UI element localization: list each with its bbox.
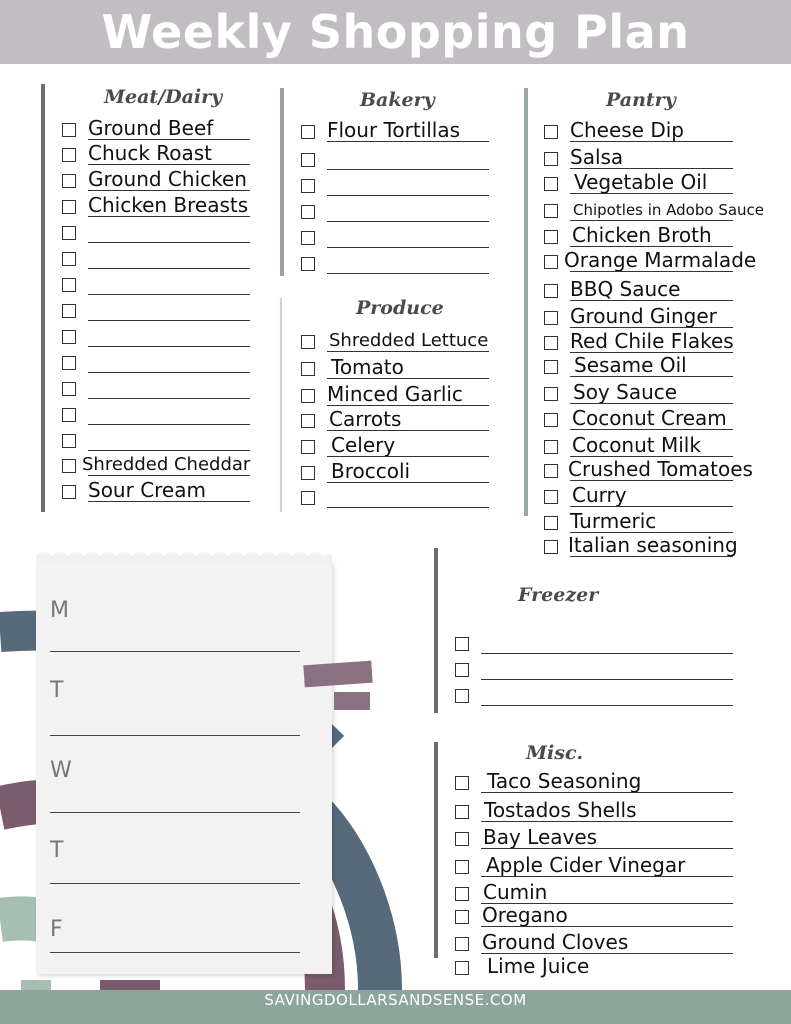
item-line <box>88 190 250 191</box>
meat-item[interactable] <box>62 429 282 455</box>
checkbox[interactable] <box>301 491 315 505</box>
item-line <box>570 429 733 430</box>
checkbox[interactable] <box>62 485 76 499</box>
item-label: Cheese Dip <box>570 118 684 142</box>
meat-item[interactable] <box>62 143 282 169</box>
day-line <box>50 883 300 884</box>
item-line <box>327 169 489 170</box>
misc-item[interactable] <box>455 800 745 826</box>
meat-item[interactable] <box>62 247 282 273</box>
meat-item[interactable] <box>62 221 282 247</box>
item-line <box>481 848 733 849</box>
checkbox[interactable] <box>62 123 76 137</box>
checkbox[interactable] <box>455 637 469 651</box>
pantry-item[interactable] <box>544 120 789 146</box>
item-label: Ground Chicken <box>88 167 247 191</box>
item-line <box>88 164 250 165</box>
item-line <box>327 482 489 483</box>
pantry-item[interactable] <box>544 459 789 485</box>
checkbox[interactable] <box>544 204 558 218</box>
footer-url[interactable]: SAVINGDOLLARSANDSENSE.COM <box>264 991 527 1009</box>
checkbox[interactable] <box>544 516 558 530</box>
washi-tape <box>334 692 370 710</box>
checkbox[interactable] <box>455 832 469 846</box>
item-line <box>481 792 733 793</box>
meat-rule <box>41 84 45 512</box>
item-label: Tostados Shells <box>484 798 637 822</box>
item-label: Italian seasoning <box>568 533 738 557</box>
checkbox[interactable] <box>544 284 558 298</box>
item-label: Cumin <box>483 880 548 904</box>
meat-heading: Meat/Dairy <box>104 86 223 108</box>
day-line <box>50 735 300 736</box>
pantry-item[interactable] <box>544 199 789 225</box>
item-label: Lime Juice <box>487 954 590 978</box>
item-label: Orange Marmalade <box>564 248 757 272</box>
pantry-item[interactable] <box>544 485 789 511</box>
produce-heading: Produce <box>356 297 444 319</box>
item-label: Chicken Breasts <box>88 193 249 217</box>
day-line <box>50 812 300 813</box>
item-label: Bay Leaves <box>483 825 598 849</box>
meat-item[interactable] <box>62 273 282 299</box>
checkbox[interactable] <box>544 440 558 454</box>
checkbox[interactable] <box>544 336 558 350</box>
bakery-item[interactable] <box>301 174 501 200</box>
produce-item[interactable] <box>301 409 516 435</box>
item-label: Taco Seasoning <box>487 769 642 793</box>
checkbox[interactable] <box>544 387 558 401</box>
freezer-heading: Freezer <box>518 584 599 606</box>
item-line <box>481 821 733 822</box>
checkbox[interactable] <box>301 231 315 245</box>
checkbox[interactable] <box>544 464 558 478</box>
checkbox[interactable] <box>544 125 558 139</box>
item-label: Crushed Tomatoes <box>568 457 753 481</box>
checkbox[interactable] <box>455 937 469 951</box>
item-line <box>327 378 489 379</box>
pantry-item[interactable] <box>544 279 789 305</box>
item-line <box>327 430 489 431</box>
item-line <box>88 501 250 502</box>
item-label: Coconut Milk <box>572 433 701 457</box>
checkbox[interactable] <box>455 689 469 703</box>
item-line <box>327 351 489 352</box>
item-label: Oregano <box>482 903 568 927</box>
freezer-item[interactable] <box>455 632 745 658</box>
item-label: Chuck Roast <box>88 141 213 165</box>
misc-heading: Misc. <box>526 742 584 764</box>
item-label: Tomato <box>331 355 404 379</box>
checkbox[interactable] <box>544 152 558 166</box>
checkbox[interactable] <box>455 887 469 901</box>
checkbox[interactable] <box>455 961 469 975</box>
item-line <box>327 195 489 196</box>
item-line <box>570 193 733 194</box>
item-line <box>327 456 489 457</box>
item-line <box>88 450 250 451</box>
item-line <box>481 926 733 927</box>
misc-item[interactable] <box>455 771 745 797</box>
checkbox[interactable] <box>62 278 76 292</box>
footer-banner <box>0 990 791 1024</box>
checkbox[interactable] <box>455 663 469 677</box>
checkbox[interactable] <box>62 200 76 214</box>
item-label: Flour Tortillas <box>327 118 461 142</box>
pantry-item[interactable] <box>544 250 789 276</box>
page-title: Weekly Shopping Plan <box>101 5 690 59</box>
meat-item[interactable] <box>62 169 282 195</box>
item-label: Chipotles in Adobo Sauce <box>573 201 765 219</box>
item-line <box>570 220 733 221</box>
item-label: Broccoli <box>331 459 411 483</box>
checkbox[interactable] <box>62 226 76 240</box>
weekday-memo <box>36 562 332 974</box>
item-label: Salsa <box>570 145 624 169</box>
checkbox[interactable] <box>301 389 315 403</box>
pantry-item[interactable] <box>544 382 789 408</box>
day-label: T <box>50 678 64 703</box>
item-line <box>570 327 733 328</box>
checkbox[interactable] <box>301 257 315 271</box>
item-label: Apple Cider Vinegar <box>486 853 686 877</box>
misc-item[interactable] <box>455 827 745 853</box>
item-line <box>570 141 733 142</box>
item-label: Ground Beef <box>88 116 214 140</box>
meat-item[interactable] <box>62 377 282 403</box>
meat-item[interactable] <box>62 351 282 377</box>
item-label: Sesame Oil <box>574 353 687 377</box>
pantry-item[interactable] <box>544 408 789 434</box>
pantry-item[interactable] <box>544 535 789 561</box>
checkbox[interactable] <box>544 255 558 269</box>
item-label: Coconut Cream <box>572 406 727 430</box>
checkbox[interactable] <box>455 776 469 790</box>
item-line <box>570 556 733 557</box>
checkbox[interactable] <box>301 205 315 219</box>
item-label: Soy Sauce <box>573 380 678 404</box>
checkbox[interactable] <box>544 490 558 504</box>
item-label: Carrots <box>329 407 402 431</box>
item-line <box>570 300 733 301</box>
bakery-item[interactable] <box>301 148 501 174</box>
freezer-item[interactable] <box>455 684 745 710</box>
day-label: M <box>50 598 69 623</box>
item-line <box>88 294 250 295</box>
item-line <box>570 168 733 169</box>
checkbox[interactable] <box>301 414 315 428</box>
item-label: Celery <box>331 433 396 457</box>
item-label: Curry <box>572 483 627 507</box>
bakery-item[interactable] <box>301 200 501 226</box>
item-line <box>88 242 250 243</box>
misc-item[interactable] <box>455 905 745 931</box>
misc-item[interactable] <box>455 956 745 982</box>
item-line <box>481 653 733 654</box>
day-label: T <box>50 838 64 863</box>
checkbox[interactable] <box>301 362 315 376</box>
day-line <box>50 952 300 953</box>
item-line <box>570 376 733 377</box>
item-label: Chicken Broth <box>572 223 712 247</box>
checkbox[interactable] <box>301 153 315 167</box>
produce-item[interactable] <box>301 435 516 461</box>
washi-tape <box>303 661 372 688</box>
checkbox[interactable] <box>544 230 558 244</box>
item-label: Red Chile Flakes <box>570 329 734 353</box>
item-label: Ground Ginger <box>570 304 717 328</box>
item-line <box>88 216 250 217</box>
checkbox[interactable] <box>544 413 558 427</box>
bakery-item[interactable] <box>301 120 501 146</box>
item-label: Sour Cream <box>88 478 206 502</box>
checkbox[interactable] <box>544 540 558 554</box>
checkbox[interactable] <box>62 459 76 473</box>
item-line <box>481 705 733 706</box>
item-line <box>88 372 250 373</box>
item-label: BBQ Sauce <box>570 277 681 301</box>
checkbox[interactable] <box>301 335 315 349</box>
meat-item[interactable] <box>62 299 282 325</box>
checkbox[interactable] <box>301 466 315 480</box>
day-line <box>50 651 300 652</box>
bakery-item[interactable] <box>301 252 501 278</box>
item-label: Shredded Cheddar <box>82 454 251 475</box>
checkbox[interactable] <box>455 860 469 874</box>
misc-item[interactable] <box>455 855 745 881</box>
checkbox[interactable] <box>62 408 76 422</box>
item-line <box>88 268 250 269</box>
checkbox[interactable] <box>62 434 76 448</box>
checkbox[interactable] <box>62 382 76 396</box>
item-label: Turmeric <box>570 509 657 533</box>
produce-item[interactable] <box>301 357 516 383</box>
freezer-item[interactable] <box>455 658 745 684</box>
produce-item[interactable] <box>301 486 516 512</box>
item-line <box>570 403 733 404</box>
pantry-item[interactable] <box>544 355 789 381</box>
checkbox[interactable] <box>455 910 469 924</box>
item-line <box>570 480 733 481</box>
produce-item[interactable] <box>301 461 516 487</box>
item-line <box>88 424 250 425</box>
checkbox[interactable] <box>62 304 76 318</box>
checkbox[interactable] <box>301 125 315 139</box>
item-line <box>88 139 250 140</box>
item-line <box>570 506 733 507</box>
item-label: Vegetable Oil <box>574 170 708 194</box>
bakery-heading: Bakery <box>360 89 435 111</box>
item-line <box>88 346 250 347</box>
meat-item[interactable] <box>62 195 282 221</box>
checkbox[interactable] <box>62 252 76 266</box>
day-label: W <box>50 758 72 783</box>
item-line <box>88 320 250 321</box>
bakery-item[interactable] <box>301 226 501 252</box>
checkbox[interactable] <box>62 356 76 370</box>
item-line <box>327 273 489 274</box>
checkbox[interactable] <box>62 174 76 188</box>
meat-item[interactable] <box>62 325 282 351</box>
day-label: F <box>50 917 63 942</box>
pantry-item[interactable] <box>544 172 789 198</box>
checkbox[interactable] <box>301 440 315 454</box>
item-label: Ground Cloves <box>482 930 629 954</box>
meat-item[interactable] <box>62 403 282 429</box>
item-line <box>327 221 489 222</box>
checkbox[interactable] <box>62 330 76 344</box>
item-line <box>88 398 250 399</box>
item-line <box>327 405 489 406</box>
item-line <box>88 475 250 476</box>
meat-item[interactable] <box>62 454 282 480</box>
item-line <box>327 141 489 142</box>
checkbox[interactable] <box>62 148 76 162</box>
item-line <box>327 507 489 508</box>
item-label: Shredded Lettuce <box>329 330 489 351</box>
checkbox[interactable] <box>544 360 558 374</box>
pantry-heading: Pantry <box>606 89 676 111</box>
item-line <box>570 271 733 272</box>
header-banner <box>0 0 791 64</box>
produce-item[interactable] <box>301 330 516 356</box>
item-label: Minced Garlic <box>327 382 463 406</box>
checkbox[interactable] <box>544 311 558 325</box>
item-line <box>481 876 733 877</box>
checkbox[interactable] <box>301 179 315 193</box>
checkbox[interactable] <box>455 805 469 819</box>
checkbox[interactable] <box>544 177 558 191</box>
item-line <box>570 246 733 247</box>
item-line <box>327 247 489 248</box>
meat-item[interactable] <box>62 480 282 506</box>
item-line <box>481 679 733 680</box>
pantry-rule <box>524 88 528 516</box>
